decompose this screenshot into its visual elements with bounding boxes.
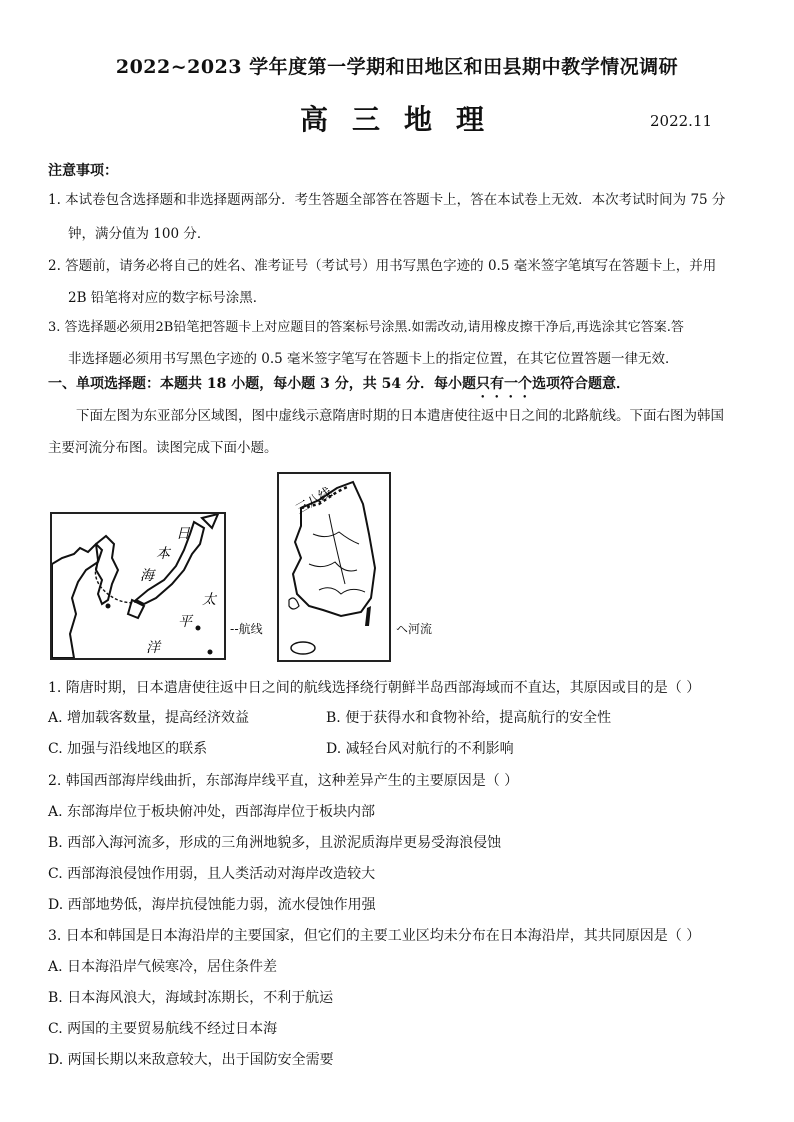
- notice-item-1-line-2: 钟，满分值为 100 分．: [68, 226, 211, 242]
- question-2-option-a: A. 东部海岸位于板块俯冲处，西部海岸位于板块内部: [48, 804, 376, 820]
- korea-river-map: [277, 472, 391, 662]
- notice-item-3-line-1: 3. 答选择题必须用2B铅笔把答题卡上对应题目的答案标号涂黑.如需改动,请用橡皮擦干净后,再选涂其它答案.答: [48, 320, 684, 335]
- notice-item-2-line-2: 2B 铅笔将对应的数字标号涂黑．: [68, 290, 267, 306]
- question-1-option-c: C. 加强与沿线地区的联系: [48, 741, 208, 757]
- question-3-option-b: B. 日本海风浪大，海域封冻期长，不利于航运: [48, 990, 334, 1006]
- exam-date: 2022.11: [650, 112, 713, 130]
- question-2-stem: 2. 韩国西部海岸线曲折，东部海岸线平直，这种差异产生的主要原因是（ ）: [48, 773, 519, 789]
- question-2-option-c: C. 西部海浪侵蚀作用弱，且人类活动对海岸改造较大: [48, 866, 376, 882]
- map-label-tai: 太: [202, 592, 216, 608]
- question-3-stem: 3. 日本和韩国是日本海沿岸的主要国家，但它们的主要工业区均未分布在日本海沿岸，其共同原因是（ ）: [48, 928, 701, 944]
- question-3-option-a: A. 日本海沿岸气候寒冷，居住条件差: [48, 959, 278, 975]
- map-label-hai: 海: [140, 568, 154, 584]
- map-label-38th-parallel: 三八线: [293, 484, 335, 518]
- map-label-ping: 平: [178, 614, 192, 630]
- exam-title: 2022~2023 学年度第一学期和田地区和田县期中教学情况调研: [115, 56, 679, 78]
- river-legend-icon: ヘ: [396, 622, 409, 636]
- notice-heading: 注意事项：: [48, 163, 118, 179]
- question-1-option-d: D. 减轻台风对航行的不利影响: [326, 741, 514, 757]
- question-2-option-d: D. 西部地势低，海岸抗侵蚀能力弱，流水侵蚀作用强: [48, 897, 376, 913]
- section-1-label: 一、单项选择题：本题共 18 小题，每小题 3 分，共 54 分．每小题: [48, 376, 476, 392]
- map-label-yang: 洋: [146, 640, 160, 656]
- map-label-ri: 日: [176, 526, 190, 542]
- question-1-stem: 1. 隋唐时期，日本遣唐使往返中日之间的航线选择绕行朝鲜半岛西部海域而不直达，其原因或目的是（ ）: [48, 680, 701, 696]
- section-1-emphasis: 只有一个: [475, 376, 532, 392]
- notice-item-3-line-2: 非选择题必须用书写黑色字迹的 0.5 毫米签字笔写在答题卡上的指定位置，在其它位置答题一律无效．: [68, 351, 679, 367]
- route-legend: --航线: [230, 622, 263, 636]
- map-label-ben: 本: [156, 546, 170, 562]
- intro-line-2: 主要河流分布图。读图完成下面小题。: [48, 440, 278, 456]
- question-2-option-b: B. 西部入海河流多，形成的三角洲地貌多，且淤泥质海岸更易受海浪侵蚀: [48, 835, 502, 851]
- river-legend-label: 河流: [408, 622, 433, 636]
- section-1-label-end: 选项符合题意．: [531, 376, 630, 392]
- east-asia-map-drawing: [52, 514, 224, 658]
- question-1-option-b: B. 便于获得水和食物补给，提高航行的安全性: [326, 710, 612, 726]
- subject-title: 高三地理: [300, 103, 509, 136]
- east-asia-map: [50, 512, 226, 660]
- korea-river-map-drawing: [279, 474, 389, 660]
- question-3-option-c: C. 两国的主要贸易航线不经过日本海: [48, 1021, 278, 1037]
- question-1-option-a: A. 增加载客数量，提高经济效益: [48, 710, 250, 726]
- river-legend: [396, 620, 432, 637]
- question-3-option-d: D. 两国长期以来敌意较大，出于国防安全需要: [48, 1052, 334, 1068]
- intro-line-1: 下面左图为东亚部分区域图，图中虚线示意隋唐时期的日本遣唐使往返中日之间的北路航线。下面右图为韩国: [76, 408, 724, 424]
- section-1-heading: [48, 374, 630, 401]
- notice-item-2-line-1: 2. 答题前，请务必将自己的姓名、准考证号（考试号）用书写黑色字迹的 0.5 毫米签字笔填写在答题卡上，并用: [48, 258, 717, 274]
- notice-item-1-line-1: 1. 本试卷包含选择题和非选择题两部分．考生答题全部答在答题卡上，答在本试卷上无效．本次考试时间为 75 分: [48, 192, 726, 208]
